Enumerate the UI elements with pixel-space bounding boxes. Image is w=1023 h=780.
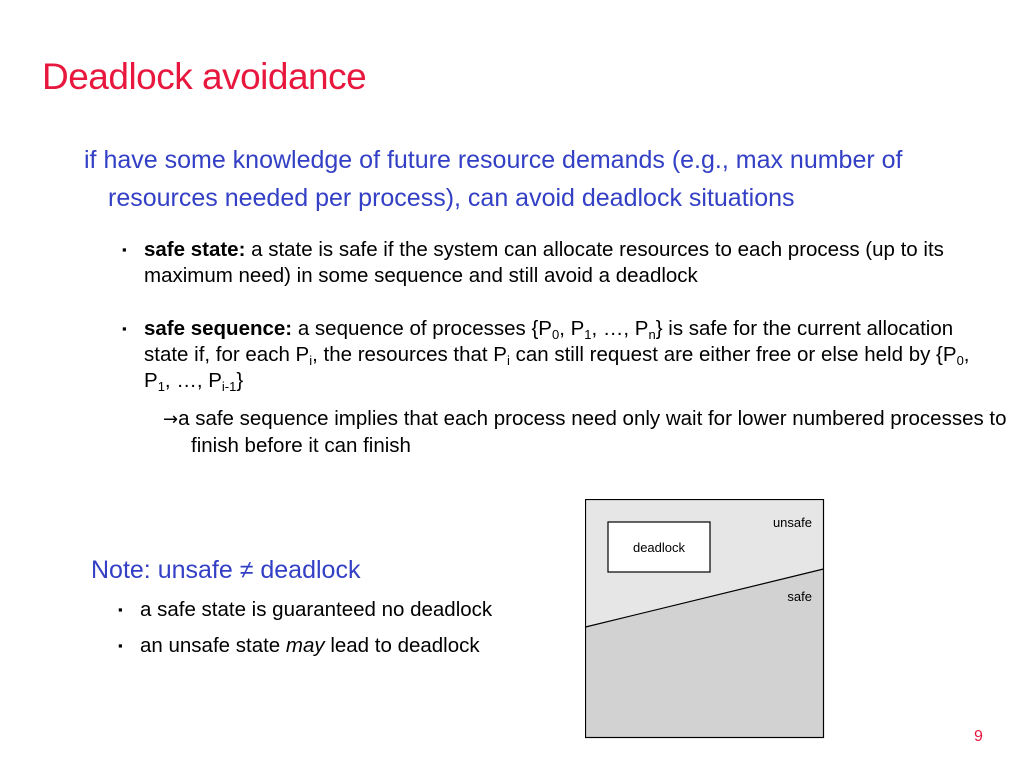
- seq-sub: 0: [551, 327, 560, 342]
- note-item-unsafe: [118, 633, 480, 659]
- seq-text: , P: [559, 317, 585, 340]
- note-item-emphasis: may: [285, 634, 325, 657]
- right-arrow-icon: →: [163, 409, 179, 430]
- seq-text: } is safe for the current allocation state if, for each P: [144, 317, 954, 366]
- seq-text: , P: [144, 343, 970, 392]
- seq-text: , …, P: [591, 317, 649, 340]
- safe-state-definition: a state is safe if the system can allocate resources to each process (up to its maximum need) in some sequence and still avoid a deadlock: [144, 238, 944, 287]
- note-item-safe: [118, 597, 493, 623]
- bullet-safe-sequence: [122, 316, 994, 394]
- note-item-text: an unsafe state: [140, 634, 286, 657]
- seq-sub: 0: [956, 353, 964, 368]
- deadlock-label: deadlock: [632, 540, 686, 555]
- note-item-text: lead to deadlock: [324, 634, 480, 657]
- seq-text: }: [236, 369, 244, 392]
- safe-label: safe: [787, 589, 812, 604]
- page-number: 9: [974, 728, 983, 745]
- note-heading: Note: unsafe ≠ deadlock: [91, 556, 361, 584]
- unsafe-label: unsafe: [772, 515, 812, 530]
- seq-sub: i: [309, 353, 313, 368]
- state-space-diagram: [585, 499, 825, 739]
- slide-title: Deadlock avoidance: [42, 56, 367, 97]
- seq-sub: n: [648, 327, 656, 342]
- implication-text: [163, 406, 1011, 459]
- seq-sub: 1: [157, 379, 165, 394]
- bullet-marker: ▪: [122, 242, 127, 257]
- term-safe-sequence: safe sequence:: [144, 317, 293, 340]
- seq-sub: i: [506, 353, 510, 368]
- seq-text: , …, P: [164, 369, 222, 392]
- term-safe-state: safe state:: [144, 238, 246, 261]
- implication-body: a safe sequence implies that each process need only wait for lower numbered processes to finish before it can finish: [178, 407, 1007, 457]
- seq-text: can still request are either free or else held by {P: [509, 343, 957, 366]
- intro-text: if have some knowledge of future resource demands (e.g., max number of resources needed per process), can avoid deadlock situations: [84, 146, 903, 212]
- bullet-safe-state: [122, 237, 994, 289]
- seq-sub: i-1: [221, 379, 237, 394]
- bullet-marker: ▪: [118, 638, 123, 653]
- seq-sub: 1: [584, 327, 592, 342]
- bullet-marker: ▪: [122, 321, 127, 336]
- seq-text: , the resources that P: [312, 343, 507, 366]
- bullet-marker: ▪: [118, 602, 123, 617]
- seq-text: a sequence of processes {P: [292, 317, 552, 340]
- note-item-text: a safe state is guaranteed no deadlock: [140, 598, 493, 621]
